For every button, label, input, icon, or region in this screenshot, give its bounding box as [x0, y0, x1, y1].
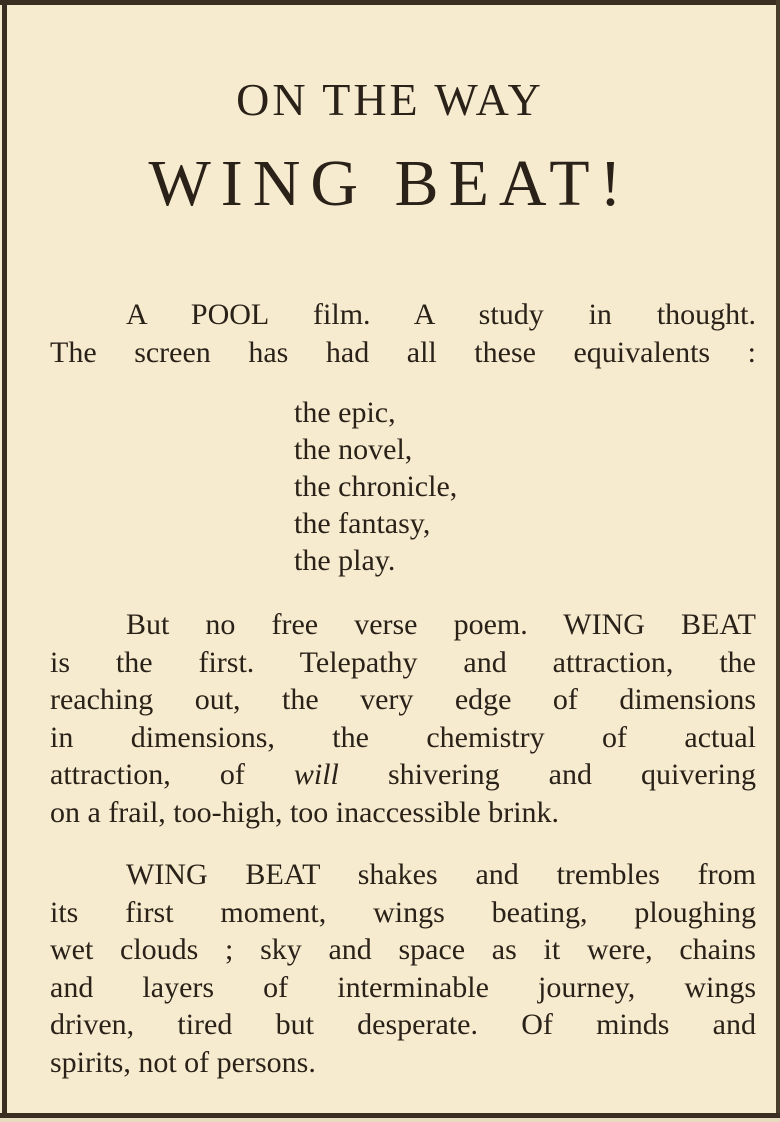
list-item: the novel,: [294, 433, 413, 466]
text-fragment: shivering and quivering: [338, 758, 756, 791]
italic-word: will: [293, 758, 339, 791]
paragraph-wing-beat: [50, 856, 756, 1081]
text-line: WING BEAT shakes and trembles from: [126, 858, 756, 891]
text-line: on a frail, too-high, too inaccessible brink.: [50, 795, 560, 829]
text-line: driven, tired but desperate. Of minds and: [50, 1008, 756, 1041]
list-item: the play.: [294, 544, 396, 577]
page-border-top: [0, 0, 780, 5]
list-item: the chronicle,: [294, 470, 458, 503]
page-title: WING BEAT!: [148, 147, 632, 220]
text-line: But no free verse poem. WING BEAT: [126, 608, 756, 641]
list-item: the epic,: [294, 396, 396, 429]
page-bottom-margin: [0, 1118, 780, 1122]
text-line: reaching out, the very edge of dimensions: [50, 683, 756, 716]
text-line: spirits, not of persons.: [50, 1045, 316, 1079]
text-line: in dimensions, the chemistry of actual: [50, 720, 756, 754]
text-line: and layers of interminable journey, wings: [50, 970, 756, 1004]
equivalents-list: [294, 394, 457, 579]
list-item: the fantasy,: [294, 507, 431, 540]
kicker-heading: ON THE WAY: [236, 74, 544, 125]
paragraph-intro: [50, 296, 756, 371]
text-line: wet clouds ; sky and space as it were, chains: [50, 933, 756, 966]
text-line: A POOL film. A study in thought.: [126, 298, 756, 331]
text-line-with-italic: [50, 756, 756, 794]
text-line: is the first. Telepathy and attraction, the: [50, 645, 756, 679]
text-fragment: attraction, of: [50, 758, 294, 791]
text-line: The screen has had all these equivalents :: [50, 335, 756, 369]
paragraph-free-verse: [50, 606, 756, 831]
text-line: its first moment, wings beating, ploughing: [50, 895, 756, 929]
